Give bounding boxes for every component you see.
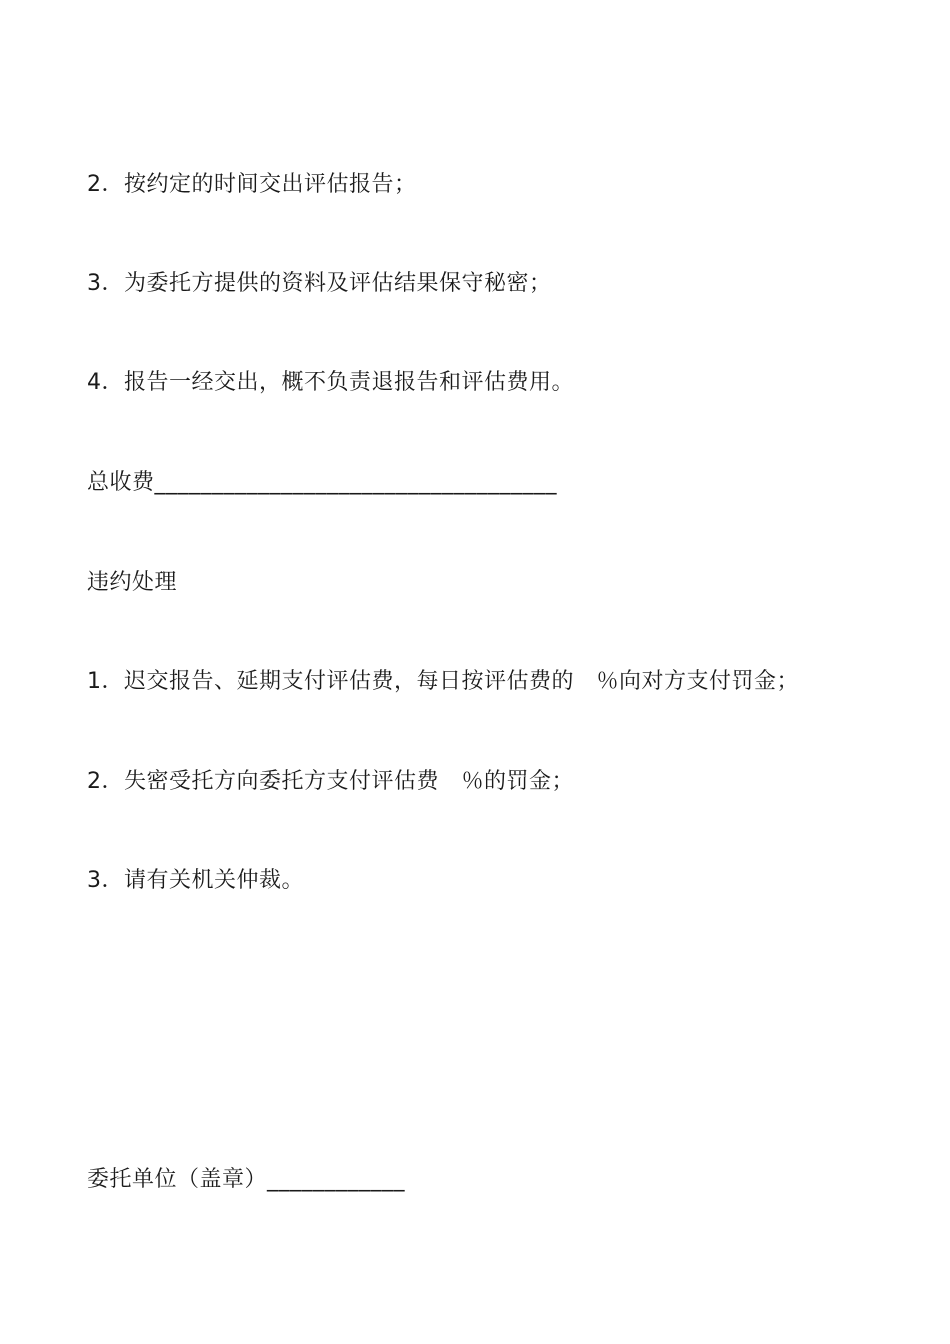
duty-item-3: 3．为委托方提供的资料及评估结果保守秘密； [87,271,552,296]
duty-item-2: 2．按约定的时间交出评估报告； [87,172,417,197]
signature-line: 委托单位（盖章）____________ [87,1167,406,1192]
duty-item-4: 4．报告一经交出，概不负责退报告和评估费用。 [87,370,574,395]
breach-heading: 违约处理 [87,570,178,595]
breach-item-2: 2．失密受托方向委托方支付评估费 ％的罚金； [87,769,574,794]
breach-item-1: 1．迟交报告、延期支付评估费，每日按评估费的 ％向对方支付罚金； [87,669,799,694]
total-fee-line: 总收费___________________________________ [87,470,558,495]
breach-item-3: 3．请有关机关仲裁。 [87,868,304,893]
